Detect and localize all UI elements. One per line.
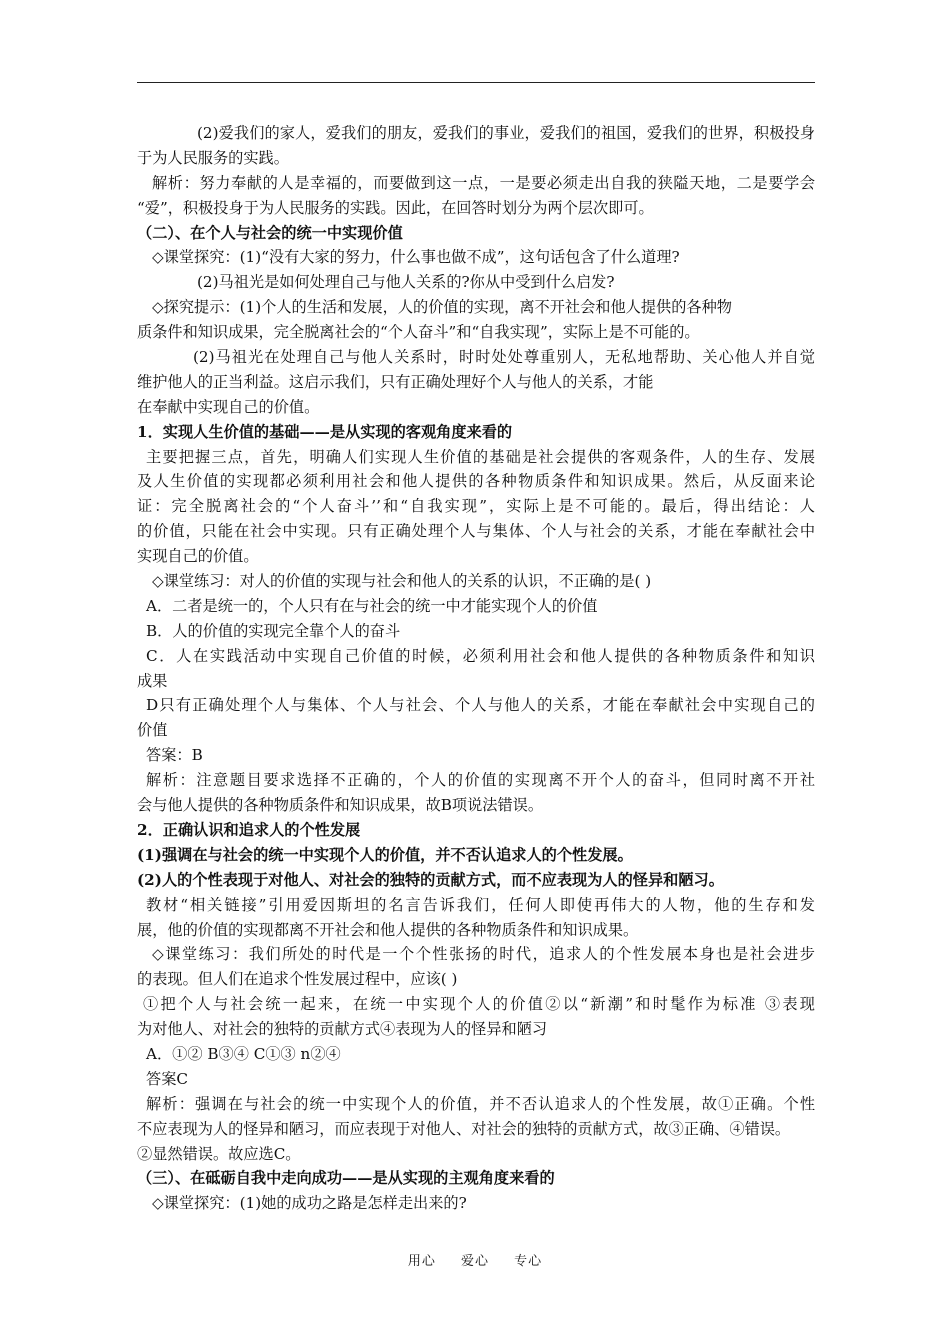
option-d: D只有正确处理个人与集体、个人与社会、个人与他人的关系，才能在奉献社会中实现自己的 [146, 696, 815, 715]
analysis-paragraph: 会与他人提供的各种物质条件和知识成果，故B项说法错误。 [137, 796, 544, 815]
body-paragraph: 实现自己的价值。 [137, 547, 259, 566]
exercise-options: ①把个人与社会统一起来，在统一中实现个人的价值②以“新潮”和时髦作为标准 ③表现 [143, 995, 815, 1014]
inquiry-question: (2)马祖光是如何处理自己与他人关系的?你从中受到什么启发? [197, 273, 615, 292]
exercise-options: 为对他人、对社会的独特的贡献方式④表现为人的怪异和陋习 [137, 1020, 548, 1039]
exercise-question: 的表现。但人们在追求个性发展过程中，应该( ) [137, 970, 458, 989]
body-paragraph: 及人生价值的实现都必须利用社会和他人提供的各种物质条件和知识成果。然后，从反面来论 [137, 472, 815, 491]
option-b: B．人的价值的实现完全靠个人的奋斗 [146, 621, 401, 640]
document-body [137, 121, 815, 1216]
section-heading: （三）、在砥砺自我中走向成功——是从实现的主观角度来看的 [137, 1169, 555, 1188]
option-c: C．人在实践活动中实现自己价值的时候，必须利用社会和他人提供的各种物质条件和知识 [146, 646, 815, 665]
answer: 答案C [146, 1069, 188, 1088]
answer-line: (2)爱我们的家人，爱我们的朋友，爱我们的事业，爱我们的祖国，爱我们的世界，积极投身 [197, 124, 815, 142]
inquiry-hint: 在奉献中实现自己的价值。 [137, 397, 320, 416]
inquiry-hint: 维护他人的正当利益。这启示我们，只有正确处理好个人与他人的关系，才能 [137, 372, 654, 391]
exercise-question: ◇课堂练习：我们所处的时代是一个个性张扬的时代，追求人的个性发展本身也是社会进步 [152, 945, 815, 964]
inquiry-hint: ◇探究提示：(1)个人的生活和发展，人的价值的实现，离不开社会和他人提供的各种物 [152, 298, 732, 317]
option-a: A．二者是统一的，个人只有在与社会的统一中才能实现个人的价值 [146, 596, 598, 615]
body-paragraph: 教材“相关链接”引用爱因斯坦的名言告诉我们，任何人即使再伟大的人物，他的生存和发 [146, 895, 815, 914]
exercise-question: ◇课堂练习：对人的价值的实现与社会和他人的关系的认识，不正确的是( ) [152, 572, 652, 591]
analysis-paragraph: “爱”，积极投身于为人民服务的实践。因此，在回答时划分为两个层次即可。 [137, 198, 654, 217]
inquiry-question: ◇课堂探究：(1)她的成功之路是怎样走出来的? [152, 1194, 467, 1213]
body-paragraph: 展，他的价值的实现都离不开社会和他人提供的各种物质条件和知识成果。 [137, 920, 639, 939]
analysis-paragraph: 解析：注意题目要求选择不正确的，个人的价值的实现离不开个人的奋斗，但同时离不开社 [146, 771, 815, 790]
section-heading: （二）、在个人与社会的统一中实现价值 [137, 223, 403, 242]
analysis-paragraph: 解析：努力奉献的人是幸福的，而要做到这一点，一是要必须走出自我的狭隘天地，二是要学会 [152, 173, 815, 192]
inquiry-question: ◇课堂探究：(1)“没有大家的努力，什么事也做不成”，这句话包含了什么道理? [152, 248, 680, 267]
body-paragraph: 证：完全脱离社会的“个人奋斗’’和“自我实现”，实际上是不可能的。最后，得出结论：人 [137, 497, 815, 516]
body-paragraph: 主要把握三点，首先，明确人们实现人生价值的基础是社会提供的客观条件，人的生存、发展 [146, 447, 815, 466]
subsection-heading: 1．实现人生价值的基础——是从实现的客观角度来看的 [137, 422, 513, 441]
option-c: 成果 [137, 671, 168, 690]
option-d: 价值 [137, 721, 168, 740]
answer-choices: A．①② B③④ C①③ n②④ [146, 1044, 341, 1063]
key-point: (2)人的个性表现于对他人、对社会的独特的贡献方式，而不应表现为人的怪异和陋习。 [137, 870, 724, 889]
subsection-heading: 2．正确认识和追求人的个性发展 [137, 820, 361, 839]
page-footer: 用心 爱心 专心 [407, 1254, 543, 1269]
answer: 答案：B [146, 746, 203, 765]
analysis-paragraph: ②显然错误。故应选C。 [137, 1144, 301, 1163]
body-paragraph: 的价值，只能在社会中实现。只有正确处理个人与集体、个人与社会的关系，才能在奉献社会中 [137, 522, 815, 541]
analysis-paragraph: 不应表现为人的怪异和陋习，而应表现于对他人、对社会的独特的贡献方式，故③正确、④错误。 [137, 1119, 791, 1138]
inquiry-hint: 质条件和知识成果，完全脱离社会的“个人奋斗”和“自我实现”，实际上是不可能的。 [137, 323, 700, 342]
header-rule [137, 82, 815, 83]
key-point: (1)强调在与社会的统一中实现个人的价值，并不否认追求人的个性发展。 [137, 845, 633, 864]
answer-line: 于为人民服务的实践。 [137, 148, 289, 167]
analysis-paragraph: 解析：强调在与社会的统一中实现个人的价值，并不否认追求人的个性发展，故①正确。个性 [146, 1094, 815, 1113]
inquiry-hint: (2)马祖光在处理自己与他人关系时，时时处处尊重别人，无私地帮助、关心他人并自觉 [193, 348, 815, 367]
